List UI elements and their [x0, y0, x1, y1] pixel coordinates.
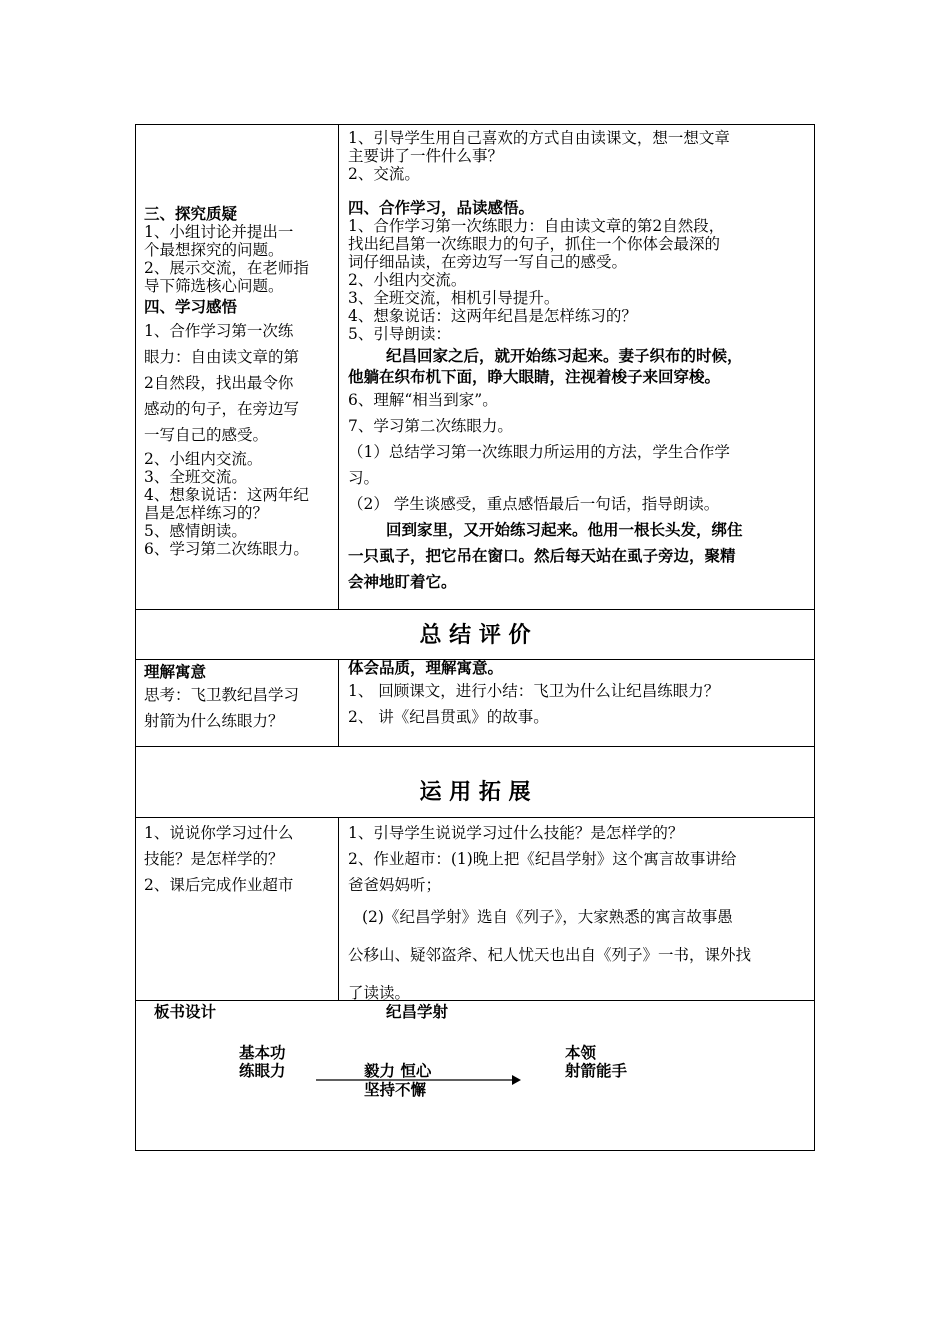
- text-line: （2） 学生谈感受，重点感悟最后一句话，指导朗读。: [348, 495, 720, 513]
- text-line: 6、理解“相当到家”。: [348, 391, 498, 409]
- text-line: （1）总结学习第一次练眼力所运用的方法，学生合作学: [348, 443, 730, 461]
- text-line: 1、合作学习第一次练: [144, 322, 294, 340]
- reading-passage: 纪昌回家之后，就开始练习起来。妻子织布的时候，: [386, 346, 743, 365]
- row-divider: [136, 817, 814, 818]
- column-divider: [338, 125, 339, 609]
- column-divider: [338, 817, 339, 1000]
- text-line: 5、引导朗读：: [348, 325, 451, 343]
- text-line: 找出纪昌第一次练眼力的句子，抓住一个你体会最深的: [348, 235, 721, 253]
- board-label: 板书设计: [154, 1002, 217, 1021]
- reading-passage: 一只虱子，把它吊在窗口。然后每天站在虱子旁边，聚精: [348, 546, 736, 565]
- board-left-top: 基本功: [239, 1043, 286, 1062]
- text-line: 3、全班交流。: [144, 468, 247, 486]
- board-middle-bottom: 坚持不懈: [364, 1080, 427, 1099]
- section-heading: 三、探究质疑: [144, 204, 238, 223]
- text-line: 射箭为什么练眼力？: [144, 712, 284, 730]
- extend-header: 运 用 拓 展: [419, 779, 531, 805]
- text-line: 3、全班交流，相机引导提升。: [348, 289, 560, 307]
- text-line: 个最想探究的问题。: [144, 241, 284, 259]
- summary-right-title: 体会品质，理解寓意。: [348, 658, 504, 677]
- extend-right-cell: [348, 820, 812, 1012]
- text-line: 5、感情朗读。: [144, 522, 247, 540]
- text-line: 习。: [348, 469, 380, 487]
- text-line: 4、想象说话：这两年纪: [144, 486, 309, 504]
- text-line: 7、学习第二次练眼力。: [348, 417, 513, 435]
- text-line: 1、说说你学习过什么: [144, 824, 294, 842]
- text-line: 公移山、疑邻盗斧、杞人忧天也出自《列子》一书，课外找: [348, 946, 752, 964]
- board-left-bottom: 练眼力: [239, 1061, 286, 1080]
- text-line: 1、小组讨论并提出一: [144, 223, 294, 241]
- student-activity-cell: [144, 205, 334, 558]
- board-right-bottom: 射箭能手: [565, 1061, 628, 1080]
- reading-passage: 回到家里，又开始练习起来。他用一根长头发，绑住: [386, 520, 743, 539]
- summary-right-cell: [348, 658, 812, 730]
- text-line: 2、小组内交流。: [348, 271, 467, 289]
- text-line: 2自然段，找出最令你: [144, 374, 294, 392]
- section-heading: 四、合作学习，品读感悟。: [348, 198, 535, 217]
- text-line: 6、学习第二次练眼力。: [144, 540, 309, 558]
- text-line: 昌是怎样练习的？: [144, 504, 269, 522]
- reading-passage: 他躺在织布机下面，睁大眼睛，注视着梭子来回穿梭。: [348, 367, 721, 386]
- board-title: 纪昌学射: [386, 1002, 449, 1021]
- summary-left-cell: [144, 662, 334, 734]
- summary-header: 总 结 评 价: [419, 622, 531, 648]
- text-line: 1、合作学习第一次练眼力：自由读文章的第2自然段，: [348, 217, 725, 235]
- lesson-plan-table: [135, 124, 815, 1151]
- text-line: 眼力：自由读文章的第: [144, 348, 300, 366]
- text-line: 技能？是怎样学的？: [144, 850, 284, 868]
- text-line: 2、课后完成作业超市: [144, 876, 294, 894]
- text-line: 2、 讲《纪昌贯虱》的故事。: [348, 708, 549, 726]
- text-line: 2、交流。: [348, 165, 420, 183]
- board-right-top: 本领: [565, 1043, 597, 1062]
- text-line: 1、 回顾课文，进行小结：飞卫为什么让纪昌练眼力？: [348, 682, 720, 700]
- section-heading: 四、学习感悟: [144, 297, 238, 316]
- text-line: 2、展示交流，在老师指: [144, 259, 309, 277]
- text-line: 爸爸妈妈听；: [348, 876, 442, 894]
- row-divider: [136, 746, 814, 747]
- text-line: 1、引导学生用自己喜欢的方式自由读课文，想一想文章: [348, 129, 730, 147]
- text-line: 2、小组内交流。: [144, 450, 263, 468]
- text-line: (2)《纪昌学射》选自《列子》，大家熟悉的寓言故事愚: [362, 908, 733, 926]
- summary-left-title: 理解寓意: [144, 662, 207, 681]
- text-line: 1、引导学生说说学习过什么技能？是怎样学的？: [348, 824, 684, 842]
- text-line: 导下筛选核心问题。: [144, 277, 284, 295]
- teacher-activity-cell: [348, 129, 812, 595]
- text-line: 感动的句子，在旁边写: [144, 400, 300, 418]
- board-arrow: [316, 1074, 522, 1086]
- text-line: 2、作业超市：(1)晚上把《纪昌学射》这个寓言故事讲给: [348, 850, 737, 868]
- text-line: 4、想象说话：这两年纪昌是怎样练习的？: [348, 307, 637, 325]
- column-divider: [338, 659, 339, 746]
- board-middle-top: 毅力 恒心: [364, 1061, 432, 1080]
- extend-left-cell: [144, 820, 334, 898]
- text-line: 主要讲了一件什么事？: [348, 147, 504, 165]
- row-divider: [136, 609, 814, 610]
- text-line: 一写自己的感受。: [144, 426, 269, 444]
- reading-passage: 会神地盯着它。: [348, 572, 457, 591]
- text-line: 词仔细品读，在旁边写一写自己的感受。: [348, 253, 628, 271]
- text-line: 了读读。: [348, 984, 411, 1002]
- text-line: 思考：飞卫教纪昌学习: [144, 686, 300, 704]
